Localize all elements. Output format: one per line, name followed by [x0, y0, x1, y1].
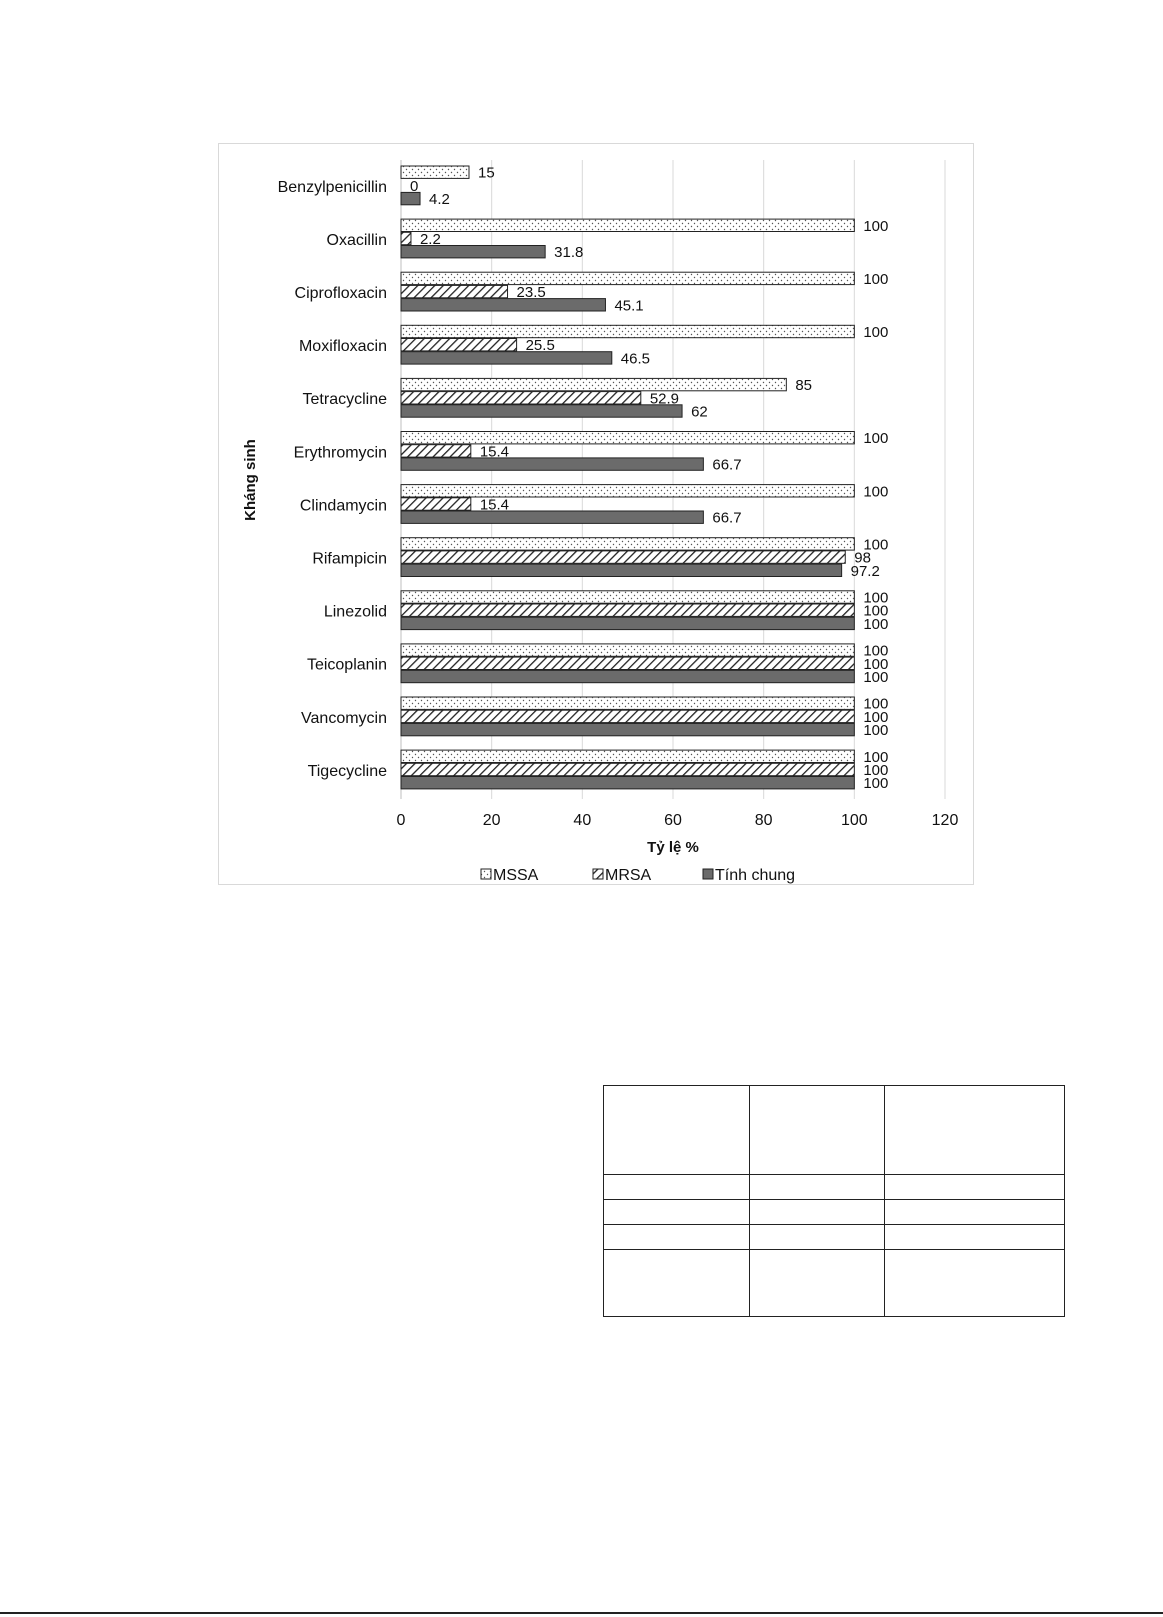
value-label-mssa-tetracycline: 85 — [795, 377, 813, 395]
category-label-vancomycin: Vancomycin — [301, 709, 387, 727]
bar-tính-chung-tigecycline — [401, 777, 854, 789]
value-label-tính-chung-oxacillin: 31.8 — [554, 244, 584, 262]
bar-tính-chung-erythromycin — [401, 458, 703, 470]
category-label-oxacillin: Oxacillin — [326, 231, 387, 249]
bars — [401, 166, 854, 789]
value-label-mrsa-clindamycin: 15.4 — [479, 496, 510, 514]
x-tick-label-80: 80 — [754, 812, 773, 829]
table-cell — [604, 1175, 750, 1200]
y-axis-title: Kháng sinh — [242, 439, 259, 521]
value-label-mrsa-ciprofloxacin: 23.5 — [516, 284, 546, 302]
table-cell — [885, 1200, 1065, 1225]
table-cell — [604, 1200, 750, 1225]
category-label-teicoplanin: Teicoplanin — [306, 656, 387, 674]
bar-tính-chung-teicoplanin — [401, 670, 854, 682]
category-label-benzylpenicillin: Benzylpenicillin — [277, 178, 387, 196]
table-row — [604, 1200, 1065, 1225]
value-label-mssa-benzylpenicillin: 15 — [478, 164, 495, 182]
bar-mrsa-clindamycin — [401, 498, 471, 510]
table-cell — [750, 1250, 885, 1317]
bar-mssa-erythromycin — [401, 432, 854, 444]
bar-mrsa-ciprofloxacin — [401, 285, 508, 297]
table-cell — [604, 1225, 750, 1250]
bar-mssa-benzylpenicillin — [401, 166, 469, 178]
table-cell — [750, 1225, 885, 1250]
category-label-rifampicin: Rifampicin — [312, 550, 387, 568]
bar-mssa-tigecycline — [401, 750, 854, 762]
bar-mrsa-tigecycline — [401, 763, 854, 775]
value-label-mrsa-oxacillin: 2.2 — [419, 231, 441, 248]
value-label-mrsa-vancomycin: 100 — [863, 708, 889, 726]
bar-mrsa-erythromycin — [401, 445, 471, 457]
table-cell — [885, 1086, 1065, 1175]
bar-mssa-teicoplanin — [401, 644, 854, 656]
bar-tính-chung-rifampicin — [401, 564, 842, 576]
value-label-tính-chung-erythromycin: 66.7 — [712, 456, 742, 474]
legend-swatch-mrsa — [593, 869, 603, 879]
bar-mssa-clindamycin — [401, 485, 854, 497]
value-label-mssa-erythromycin: 100 — [863, 430, 889, 448]
value-label-mssa-rifampicin: 100 — [863, 536, 889, 554]
legend-swatch-tính-chung — [703, 869, 713, 879]
table-row — [604, 1175, 1065, 1200]
bar-mrsa-rifampicin — [401, 551, 845, 563]
value-label-tính-chung-rifampicin: 97.2 — [850, 562, 880, 580]
bar-mrsa-teicoplanin — [401, 657, 854, 669]
value-label-tính-chung-moxifloxacin: 46.5 — [620, 350, 651, 368]
value-label-tính-chung-tetracycline: 62 — [691, 403, 708, 421]
value-label-tính-chung-tigecycline: 100 — [863, 775, 889, 793]
table-row — [604, 1250, 1065, 1317]
value-label-mssa-ciprofloxacin: 100 — [863, 270, 889, 288]
bar-mssa-vancomycin — [401, 697, 854, 709]
bar-mssa-oxacillin — [401, 219, 854, 231]
table-cell — [885, 1175, 1065, 1200]
x-tick-label-0: 0 — [396, 812, 406, 829]
bar-mssa-linezolid — [401, 591, 854, 603]
legend-label-tính-chung: Tính chung — [715, 867, 796, 884]
bar-tính-chung-moxifloxacin — [401, 352, 612, 364]
value-label-mssa-clindamycin: 100 — [863, 483, 889, 501]
value-label-mssa-teicoplanin: 100 — [863, 642, 889, 660]
bar-tính-chung-clindamycin — [401, 511, 703, 523]
category-label-tigecycline: Tigecycline — [307, 762, 387, 780]
value-label-mssa-tigecycline: 100 — [863, 748, 889, 766]
bar-mssa-moxifloxacin — [401, 325, 854, 337]
bar-tính-chung-vancomycin — [401, 723, 854, 735]
x-axis-title: Tỷ lệ % — [647, 839, 699, 856]
legend — [481, 867, 795, 884]
bar-tính-chung-linezolid — [401, 617, 854, 629]
value-label-mrsa-rifampicin: 98 — [854, 549, 871, 567]
bar-tính-chung-tetracycline — [401, 405, 682, 417]
table-cell — [750, 1175, 885, 1200]
value-label-mrsa-benzylpenicillin: 0 — [410, 177, 419, 195]
legend-label-mssa: MSSA — [493, 867, 539, 884]
category-label-clindamycin: Clindamycin — [299, 497, 387, 515]
legend-swatch-mssa — [481, 869, 491, 879]
table-cell — [885, 1250, 1065, 1317]
bar-mrsa-oxacillin — [401, 232, 411, 244]
bar-mrsa-linezolid — [401, 604, 854, 616]
bar-mrsa-vancomycin — [401, 710, 854, 722]
x-tick-label-40: 40 — [573, 812, 592, 829]
page-bottom-rule — [0, 1612, 1163, 1614]
bar-mssa-tetracycline — [401, 378, 786, 390]
chart-frame — [218, 143, 974, 885]
table-cell — [750, 1200, 885, 1225]
value-label-tính-chung-benzylpenicillin: 4.2 — [429, 191, 450, 209]
value-label-mssa-linezolid: 100 — [863, 589, 889, 607]
x-tick-label-60: 60 — [664, 812, 682, 829]
table-cell — [885, 1225, 1065, 1250]
category-label-tetracycline: Tetracycline — [302, 391, 387, 409]
bar-mrsa-moxifloxacin — [401, 339, 517, 351]
value-label-tính-chung-linezolid: 100 — [863, 615, 889, 633]
x-tick-label-100: 100 — [840, 812, 868, 829]
value-label-mrsa-moxifloxacin: 25.5 — [525, 337, 555, 355]
x-tick-label-20: 20 — [482, 812, 501, 829]
value-label-mrsa-tigecycline: 100 — [863, 762, 889, 779]
legend-label-mrsa: MRSA — [605, 867, 652, 884]
bar-mssa-ciprofloxacin — [401, 272, 854, 284]
category-label-moxifloxacin: Moxifloxacin — [298, 338, 387, 356]
bar-mssa-rifampicin — [401, 538, 854, 550]
value-label-tính-chung-ciprofloxacin: 45.1 — [614, 297, 644, 315]
table-row — [604, 1086, 1065, 1175]
category-label-erythromycin: Erythromycin — [293, 444, 387, 462]
x-tick-label-120: 120 — [931, 812, 959, 829]
category-label-ciprofloxacin: Ciprofloxacin — [294, 285, 387, 302]
value-label-tính-chung-vancomycin: 100 — [863, 722, 889, 740]
data-table — [603, 1085, 1065, 1317]
value-label-mssa-oxacillin: 100 — [863, 217, 889, 235]
bar-mrsa-tetracycline — [401, 392, 641, 404]
bar-tính-chung-ciprofloxacin — [401, 299, 605, 311]
value-label-mrsa-erythromycin: 15.4 — [479, 443, 510, 461]
category-label-linezolid: Linezolid — [323, 603, 387, 621]
value-label-mrsa-teicoplanin: 100 — [863, 655, 889, 673]
table-cell — [750, 1086, 885, 1175]
table-row — [604, 1225, 1065, 1250]
antibiotic-resistance-chart — [219, 144, 975, 886]
value-label-mrsa-linezolid: 100 — [863, 602, 889, 620]
table-cell — [604, 1086, 750, 1175]
table-cell — [604, 1250, 750, 1317]
value-label-mssa-moxifloxacin: 100 — [863, 324, 889, 341]
value-label-tính-chung-clindamycin: 66.7 — [712, 509, 742, 527]
value-label-mssa-vancomycin: 100 — [863, 695, 889, 713]
value-label-tính-chung-teicoplanin: 100 — [863, 669, 889, 686]
value-label-mrsa-tetracycline: 52.9 — [649, 390, 680, 408]
